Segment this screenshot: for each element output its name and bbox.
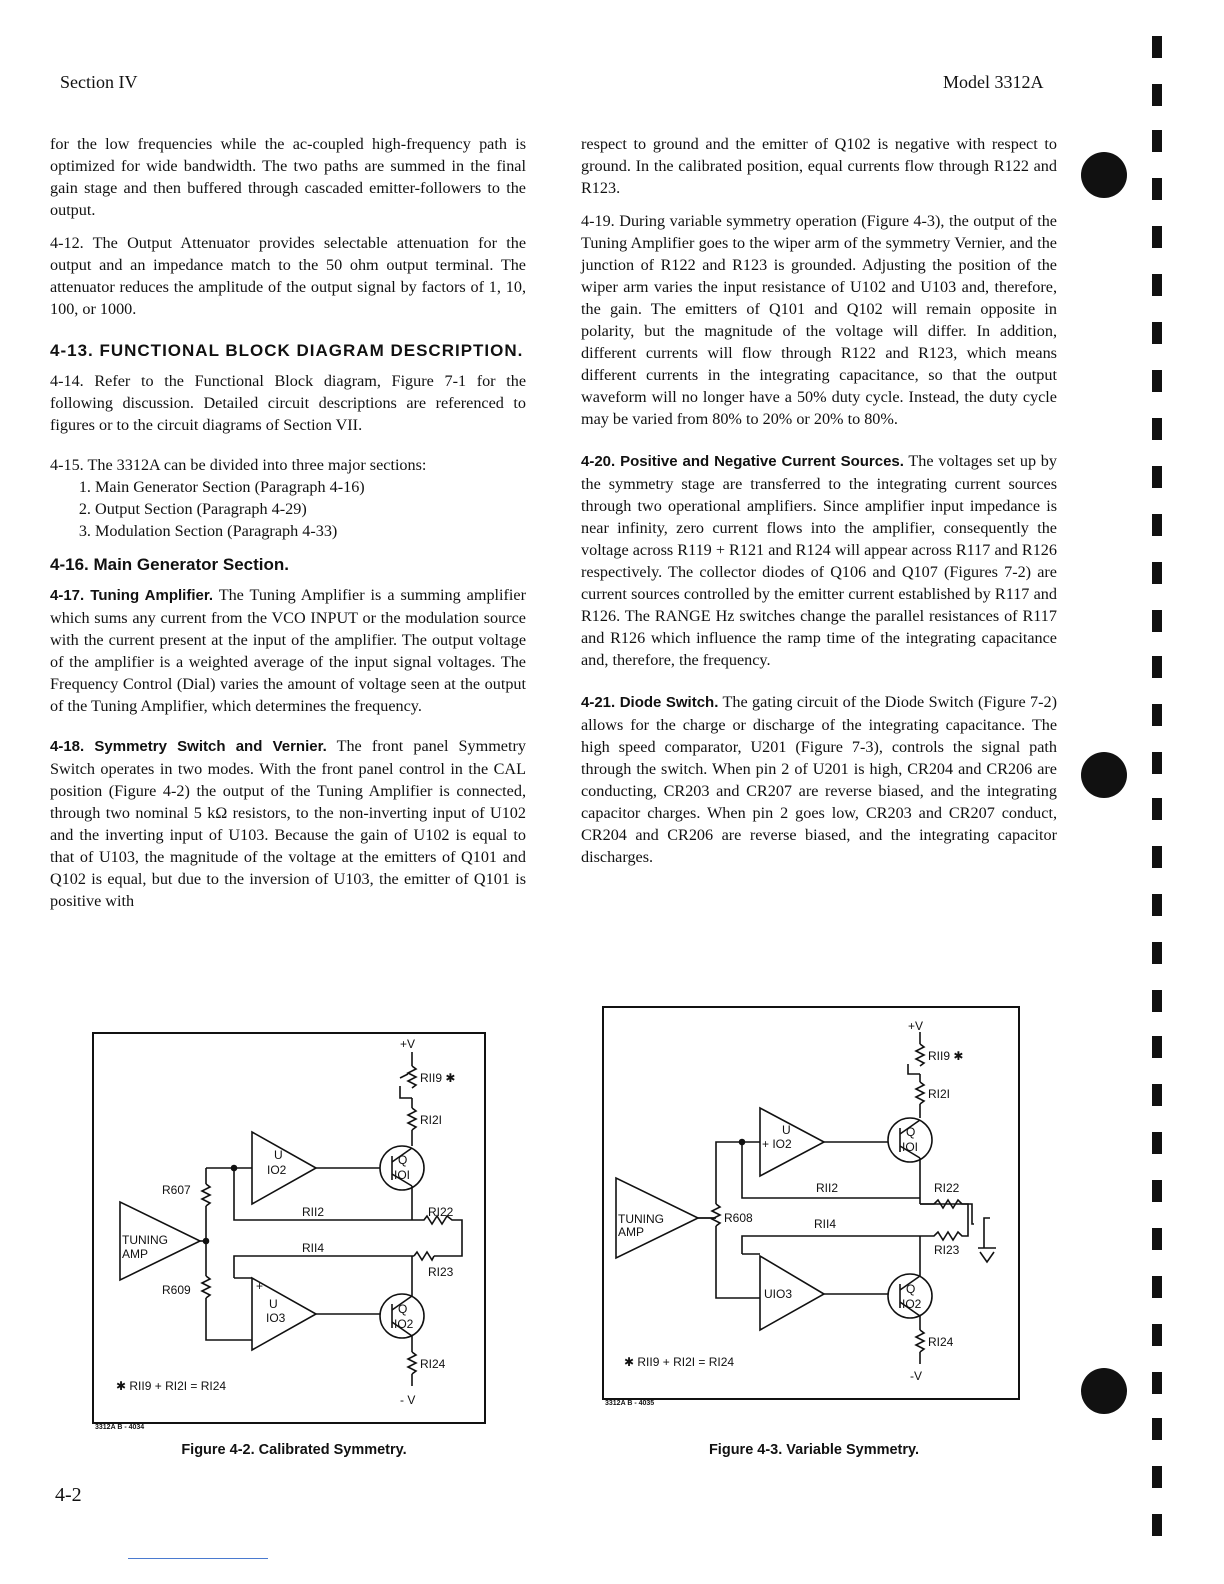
q101-number: IOI xyxy=(902,1140,919,1154)
plus-label: + xyxy=(256,1279,264,1293)
margin-mark xyxy=(1152,84,1162,106)
margin-mark xyxy=(1152,1036,1162,1058)
margin-mark xyxy=(1152,1132,1162,1154)
paragraph-head: 4-17. Tuning Amplifier. xyxy=(50,587,214,604)
r119-label: RII9 ✱ xyxy=(928,1049,964,1063)
paragraph-4-12: 4-12. The Output Attenuator provides selectable attenuation for the output and an impedance match to the 50 ohm output terminal. The attenuator reduces the amplitude of the output signal by factors of 1, 10, 100, or 1000. xyxy=(50,234,526,318)
r114-label: RII4 xyxy=(814,1217,837,1231)
punch-hole xyxy=(1081,752,1127,798)
u103-label: U xyxy=(269,1297,278,1311)
paragraph-4-21 xyxy=(581,691,1057,868)
paragraph-4-18 xyxy=(50,735,526,912)
margin-mark xyxy=(1152,704,1162,726)
margin-mark xyxy=(1152,466,1162,488)
margin-mark xyxy=(1152,274,1162,296)
margin-mark xyxy=(1152,418,1162,440)
margin-mark xyxy=(1152,1276,1162,1298)
margin-mark xyxy=(1152,514,1162,536)
vplus-label: +V xyxy=(400,1037,416,1051)
margin-mark xyxy=(1152,178,1162,200)
figure-caption: Figure 4-3. Variable Symmetry. xyxy=(708,1442,920,1458)
paragraph-4-14: 4-14. Refer to the Functional Block diagram, Figure 7-1 for the following discussion. Detailed circuit descriptions are referenced to figures or to the circuit diagrams of Section VII. xyxy=(50,372,526,434)
u103-label: UIO3 xyxy=(764,1287,793,1301)
punch-hole xyxy=(1081,1368,1127,1414)
paragraph-4-20 xyxy=(581,450,1057,671)
punch-hole xyxy=(1081,152,1127,198)
margin-mark xyxy=(1152,846,1162,868)
margin-mark xyxy=(1152,752,1162,774)
r121-label: RI2I xyxy=(928,1087,951,1101)
u102-number: + IO2 xyxy=(762,1137,792,1151)
left-column xyxy=(50,133,526,923)
margin-mark xyxy=(1152,562,1162,584)
r608-label: R608 xyxy=(724,1211,753,1225)
section-label: Section IV xyxy=(60,72,138,92)
figure-id: 3312A B - 4035 xyxy=(605,1400,655,1407)
u103-number: IO3 xyxy=(266,1311,286,1325)
margin-mark xyxy=(1152,1466,1162,1488)
amp-label: AMP xyxy=(618,1225,645,1239)
r123-label: RI23 xyxy=(428,1265,454,1279)
margin-mark xyxy=(1152,370,1162,392)
r122-label: RI22 xyxy=(428,1205,454,1219)
r112-label: RII2 xyxy=(302,1205,325,1219)
q102-number: IO2 xyxy=(902,1297,922,1311)
variable-symmetry-circuit xyxy=(604,1008,1018,1398)
amp-label: AMP xyxy=(122,1247,149,1261)
subsection-heading: 4-16. Main Generator Section. xyxy=(50,555,290,574)
q101-label: Q xyxy=(906,1125,916,1139)
margin-mark xyxy=(1152,1084,1162,1106)
paragraph-body: The voltages set up by the symmetry stage are transferred to the integrating current sources through two operational amplifiers. Since amplifier input impedance is near infinity, zero current flows into the amplifier, consequently the voltage across R119 + R121 and R124 will appear across R117 and R126 respectively. The collector diodes of Q106 and Q107 (Figures 7-2) are current sources controlled by the emitter current established by R117 and R126. The RANGE Hz switches change the parallel resistances of R117 and R126 which influence the ramp time of the integrating capacitance and, therefore, the frequency. xyxy=(581,452,1057,669)
paragraph-4-17 xyxy=(50,584,526,717)
page-number: 4-2 xyxy=(55,1484,82,1506)
u102-label: U xyxy=(782,1123,791,1137)
margin-mark xyxy=(1152,1514,1162,1536)
margin-mark xyxy=(1152,36,1162,58)
formula-note: ✱ RII9 + RI2I = RI24 xyxy=(624,1355,735,1369)
paragraph-4-15: 4-15. The 3312A can be divided into three major sections: xyxy=(50,456,427,474)
q101-number: IOI xyxy=(394,1168,411,1182)
r124-label: RI24 xyxy=(928,1335,954,1349)
r119-label: RII9 ✱ xyxy=(420,1071,456,1085)
list-item: 1. Main Generator Section (Paragraph 4-16) xyxy=(95,476,526,498)
paragraph-head: 4-18. Symmetry Switch and Vernier. xyxy=(50,738,327,755)
margin-mark xyxy=(1152,894,1162,916)
paragraph-4-19: 4-19. During variable symmetry operation (Figure 4-3), the output of the Tuning Amplifier goes to the wiper arm of the symmetry Vernier, and the junction of R122 and R123 is grounded. Adjusting the position of the wiper arm varies the input resistance of U102 and U103 and, therefore, the gain. The emitters of Q101 and Q102 will remain opposite in polarity, but the magnitude of the voltage will differ. In addition, different currents will flow through R122 and R123, which means different currents in the integrating capacitance, so that the output waveform will no longer have a 50% duty cycle. Instead, the duty cycle may be varied from 80% to 20% or 20% to 80%. xyxy=(581,212,1057,428)
margin-mark xyxy=(1152,130,1162,152)
q102-label: Q xyxy=(906,1282,916,1296)
r609-label: R609 xyxy=(162,1283,191,1297)
paragraph-head: 4-21. Diode Switch. xyxy=(581,694,719,711)
list-item: 2. Output Section (Paragraph 4-29) xyxy=(95,498,526,520)
right-column xyxy=(581,133,1057,879)
section-list xyxy=(50,476,526,542)
u102-number: IO2 xyxy=(267,1163,287,1177)
tuning-label: TUNING xyxy=(618,1212,664,1226)
vplus-label: +V xyxy=(908,1019,924,1033)
margin-mark xyxy=(1152,1324,1162,1346)
q102-number: IO2 xyxy=(394,1317,414,1331)
paragraph-head: 4-20. Positive and Negative Current Sources. xyxy=(581,453,904,470)
paragraph-body: The gating circuit of the Diode Switch (Figure 7-2) allows for the charge or discharge of the integrating capacitance. The high speed comparator, U201 (Figure 7-3), controls the signal path through the switch. When pin 2 of U201 is high, CR204 and CR206 are conducting, CR203 and CR207 are reverse biased, and the integrating capacitor charges. When pin 2 goes low, CR203 and CR207 conduct, CR204 and CR206 are reverse biased, and the integrating capacitor discharges. xyxy=(581,693,1057,866)
figure-caption: Figure 4-2. Calibrated Symmetry. xyxy=(181,1442,407,1458)
r114-label: RII4 xyxy=(302,1241,325,1255)
continuation-paragraph: respect to ground and the emitter of Q102 is negative with respect to ground. In the calibrated position, equal currents flow through R122 and R123. xyxy=(581,135,1057,197)
figure-4-3-schematic xyxy=(602,1006,1020,1400)
figure-4-2-schematic xyxy=(92,1032,486,1424)
margin-mark xyxy=(1152,656,1162,678)
margin-mark xyxy=(1152,322,1162,344)
margin-mark xyxy=(1152,1228,1162,1250)
r122-label: RI22 xyxy=(934,1181,960,1195)
formula-note: ✱ RII9 + RI2I = RI24 xyxy=(116,1379,227,1393)
vminus-label: - V xyxy=(400,1393,416,1407)
vminus-label: -V xyxy=(910,1369,922,1383)
margin-mark xyxy=(1152,1372,1162,1394)
r112-label: RII2 xyxy=(816,1181,839,1195)
r123-label: RI23 xyxy=(934,1243,960,1257)
margin-mark xyxy=(1152,610,1162,632)
margin-mark xyxy=(1152,1180,1162,1202)
list-item: 3. Modulation Section (Paragraph 4-33) xyxy=(95,520,526,542)
q101-label: Q xyxy=(398,1153,408,1167)
paragraph-body: The front panel Symmetry Switch operates in two modes. With the front panel control in the CAL position (Figure 4-2) the output of the Tuning Amplifier is connected, through two nominal 5 kΩ resistors, to the non-inverting input of U102 and the inverting input of U103. Because the gain of U102 is equal to that of U103, the magnitude of the voltage at the emitters of Q101 and Q102 is equal, but due to the inversion of U103, the emitter of Q101 is positive with xyxy=(50,737,526,910)
margin-mark xyxy=(1152,942,1162,964)
tuning-label: TUNING xyxy=(122,1233,168,1247)
figure-id: 3312A B - 4034 xyxy=(95,1424,145,1431)
blue-rule xyxy=(128,1558,268,1559)
r121-label: RI2I xyxy=(420,1113,443,1127)
margin-mark xyxy=(1152,798,1162,820)
model-label: Model 3312A xyxy=(943,72,1044,92)
margin-mark xyxy=(1152,226,1162,248)
r124-label: RI24 xyxy=(420,1357,446,1371)
margin-mark xyxy=(1152,1418,1162,1440)
u102-label: U xyxy=(274,1148,283,1162)
paragraph-body: The Tuning Amplifier is a summing amplifier which sums any current from the VCO INPUT or the modulation source with the current present at the input of the amplifier. The output voltage of the amplifier is a weighted average of the input signal voltages. The Frequency Control (Dial) varies the amount of voltage seen at the output of the Tuning Amplifier, which determines the frequency. xyxy=(50,586,527,715)
section-heading: 4-13. FUNCTIONAL BLOCK DIAGRAM DESCRIPTION. xyxy=(50,341,524,360)
r607-label: R607 xyxy=(162,1183,191,1197)
calibrated-symmetry-circuit xyxy=(94,1034,484,1422)
q102-label: Q xyxy=(398,1302,408,1316)
margin-mark xyxy=(1152,990,1162,1012)
intro-paragraph: for the low frequencies while the ac-coupled high-frequency path is optimized for wide bandwidth. The two paths are summed in the final gain stage and then buffered through cascaded emitter-followers to the output. xyxy=(50,135,526,219)
